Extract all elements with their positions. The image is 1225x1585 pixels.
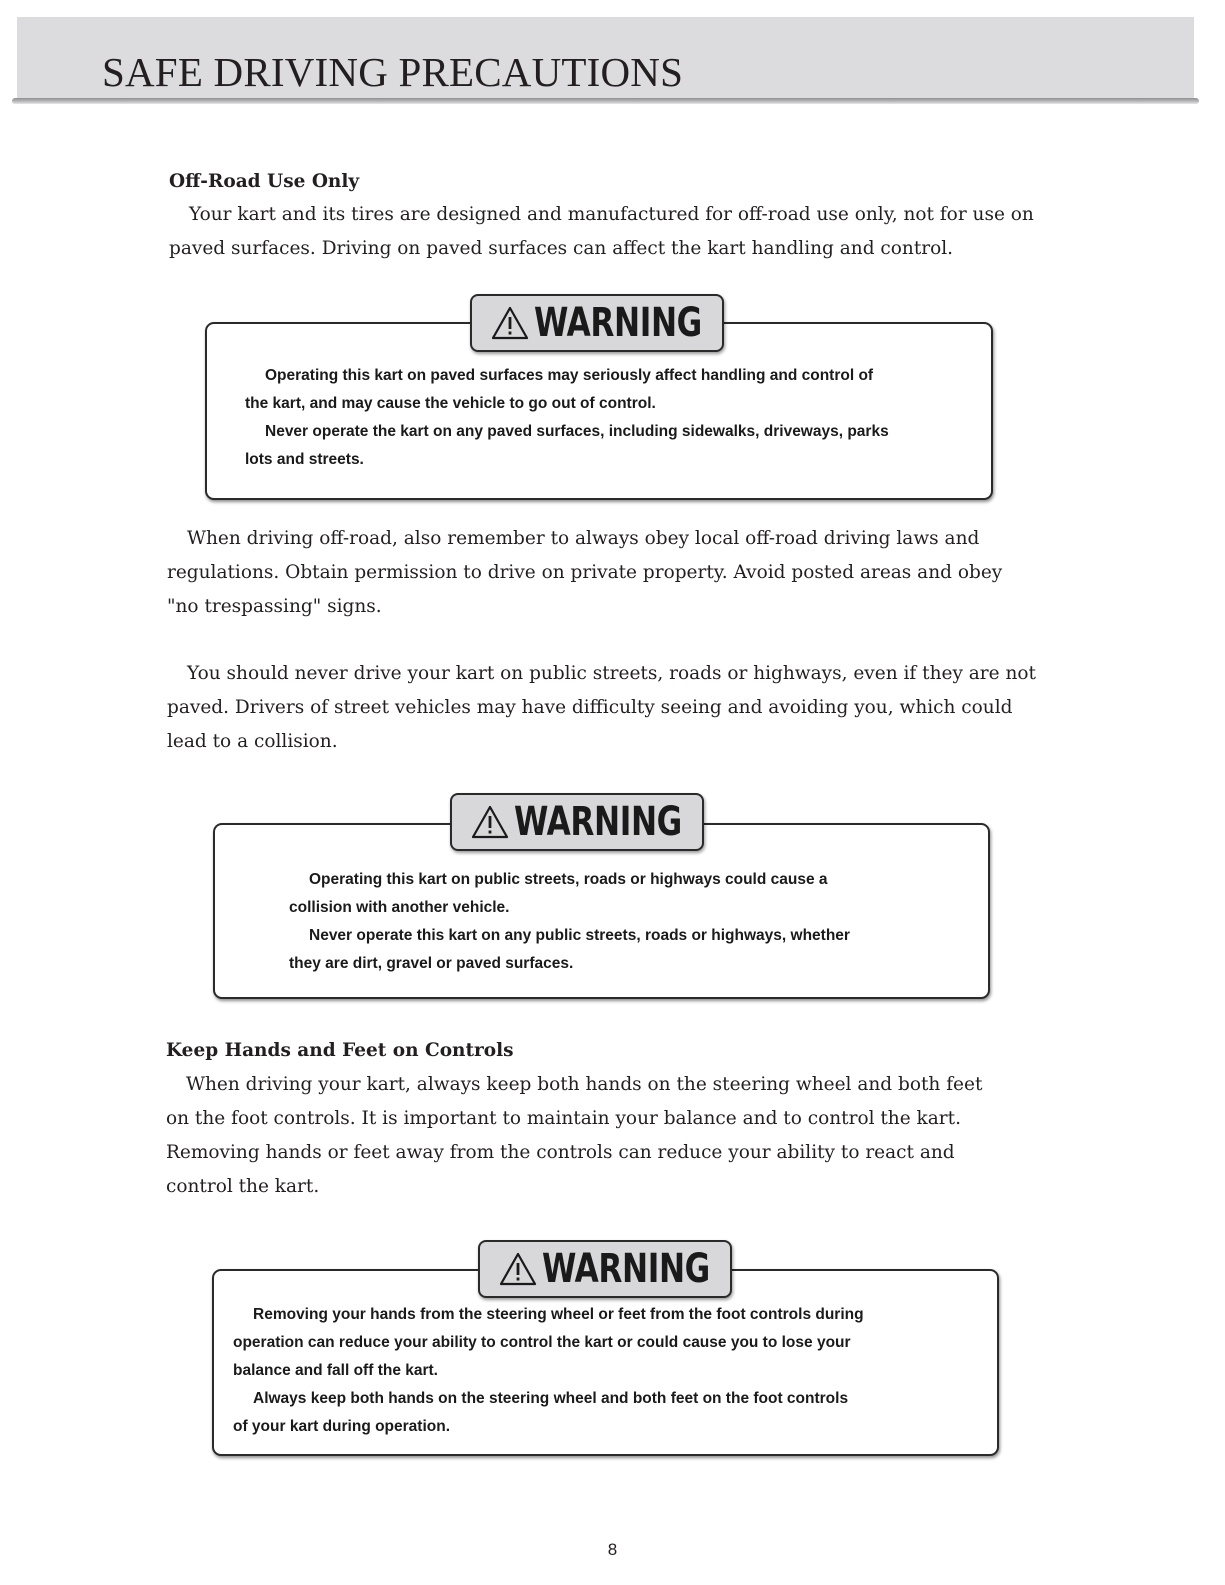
warning-line: Never operate the kart on any paved surfaces, including sidewalks, driveways, parks bbox=[265, 423, 889, 440]
warning-line: lots and streets. bbox=[245, 451, 364, 468]
paragraph-offroad bbox=[169, 198, 1034, 266]
warning-text-controls bbox=[233, 1301, 864, 1441]
warning-label: WARNING bbox=[514, 799, 682, 845]
warning-line: Operating this kart on paved surfaces may seriously affect handling and control of bbox=[265, 367, 874, 384]
paragraph-line: When driving off-road, also remember to always obey local off-road driving laws and bbox=[187, 528, 980, 549]
warning-text-paved bbox=[245, 362, 889, 474]
paragraph-line: paved. Drivers of street vehicles may have difficulty seeing and avoiding you, which could bbox=[167, 697, 1013, 718]
paragraph-line: regulations. Obtain permission to drive on private property. Avoid posted areas and obey bbox=[167, 562, 1003, 583]
paragraph-line: Removing hands or feet away from the controls can reduce your ability to react and bbox=[166, 1142, 955, 1163]
section-heading-controls: Keep Hands and Feet on Controls bbox=[166, 1040, 514, 1061]
paragraph-line: on the foot controls. It is important to maintain your balance and to control the kart. bbox=[166, 1108, 961, 1129]
paragraph-line: "no trespassing" signs. bbox=[167, 596, 382, 617]
warning-line: balance and fall off the kart. bbox=[233, 1362, 438, 1379]
paragraph-public-streets bbox=[167, 657, 1036, 759]
paragraph-offroad-laws bbox=[167, 522, 1002, 624]
paragraph-line: When driving your kart, always keep both hands on the steering wheel and both feet bbox=[186, 1074, 983, 1095]
warning-text-public-streets bbox=[289, 866, 850, 978]
paragraph-line: paved surfaces. Driving on paved surfaces can affect the kart handling and control. bbox=[169, 238, 954, 259]
paragraph-line: Your kart and its tires are designed and manufactured for off-road use only, not for use on bbox=[189, 204, 1034, 225]
warning-line: Operating this kart on public streets, roads or highways could cause a bbox=[309, 871, 828, 888]
paragraph-line: lead to a collision. bbox=[167, 731, 338, 752]
warning-triangle-icon bbox=[498, 1251, 538, 1287]
paragraph-line: You should never drive your kart on public streets, roads or highways, even if they are not bbox=[187, 663, 1036, 684]
header-rule bbox=[12, 98, 1199, 104]
warning-line: of your kart during operation. bbox=[233, 1418, 451, 1435]
warning-line: Always keep both hands on the steering wheel and both feet on the foot controls bbox=[253, 1390, 849, 1407]
warning-label: WARNING bbox=[542, 1246, 710, 1292]
paragraph-line: control the kart. bbox=[166, 1176, 320, 1197]
paragraph-controls bbox=[166, 1068, 982, 1204]
warning-line: the kart, and may cause the vehicle to go out of control. bbox=[245, 395, 656, 412]
warning-tag bbox=[450, 793, 704, 851]
warning-line: they are dirt, gravel or paved surfaces. bbox=[289, 955, 574, 972]
page-number: 8 bbox=[607, 1540, 618, 1559]
warning-line: Removing your hands from the steering wheel or feet from the foot controls during bbox=[253, 1306, 864, 1323]
warning-label: WARNING bbox=[534, 300, 702, 346]
warning-tag bbox=[478, 1240, 732, 1298]
section-heading-offroad: Off-Road Use Only bbox=[169, 171, 360, 192]
warning-line: collision with another vehicle. bbox=[289, 899, 510, 916]
warning-line: Never operate this kart on any public streets, roads or highways, whether bbox=[309, 927, 850, 944]
warning-line: operation can reduce your ability to control the kart or could cause you to lose your bbox=[233, 1334, 851, 1351]
warning-triangle-icon bbox=[490, 305, 530, 341]
warning-triangle-icon bbox=[470, 804, 510, 840]
warning-tag bbox=[470, 294, 724, 352]
page-title: SAFE DRIVING PRECAUTIONS bbox=[102, 49, 684, 95]
